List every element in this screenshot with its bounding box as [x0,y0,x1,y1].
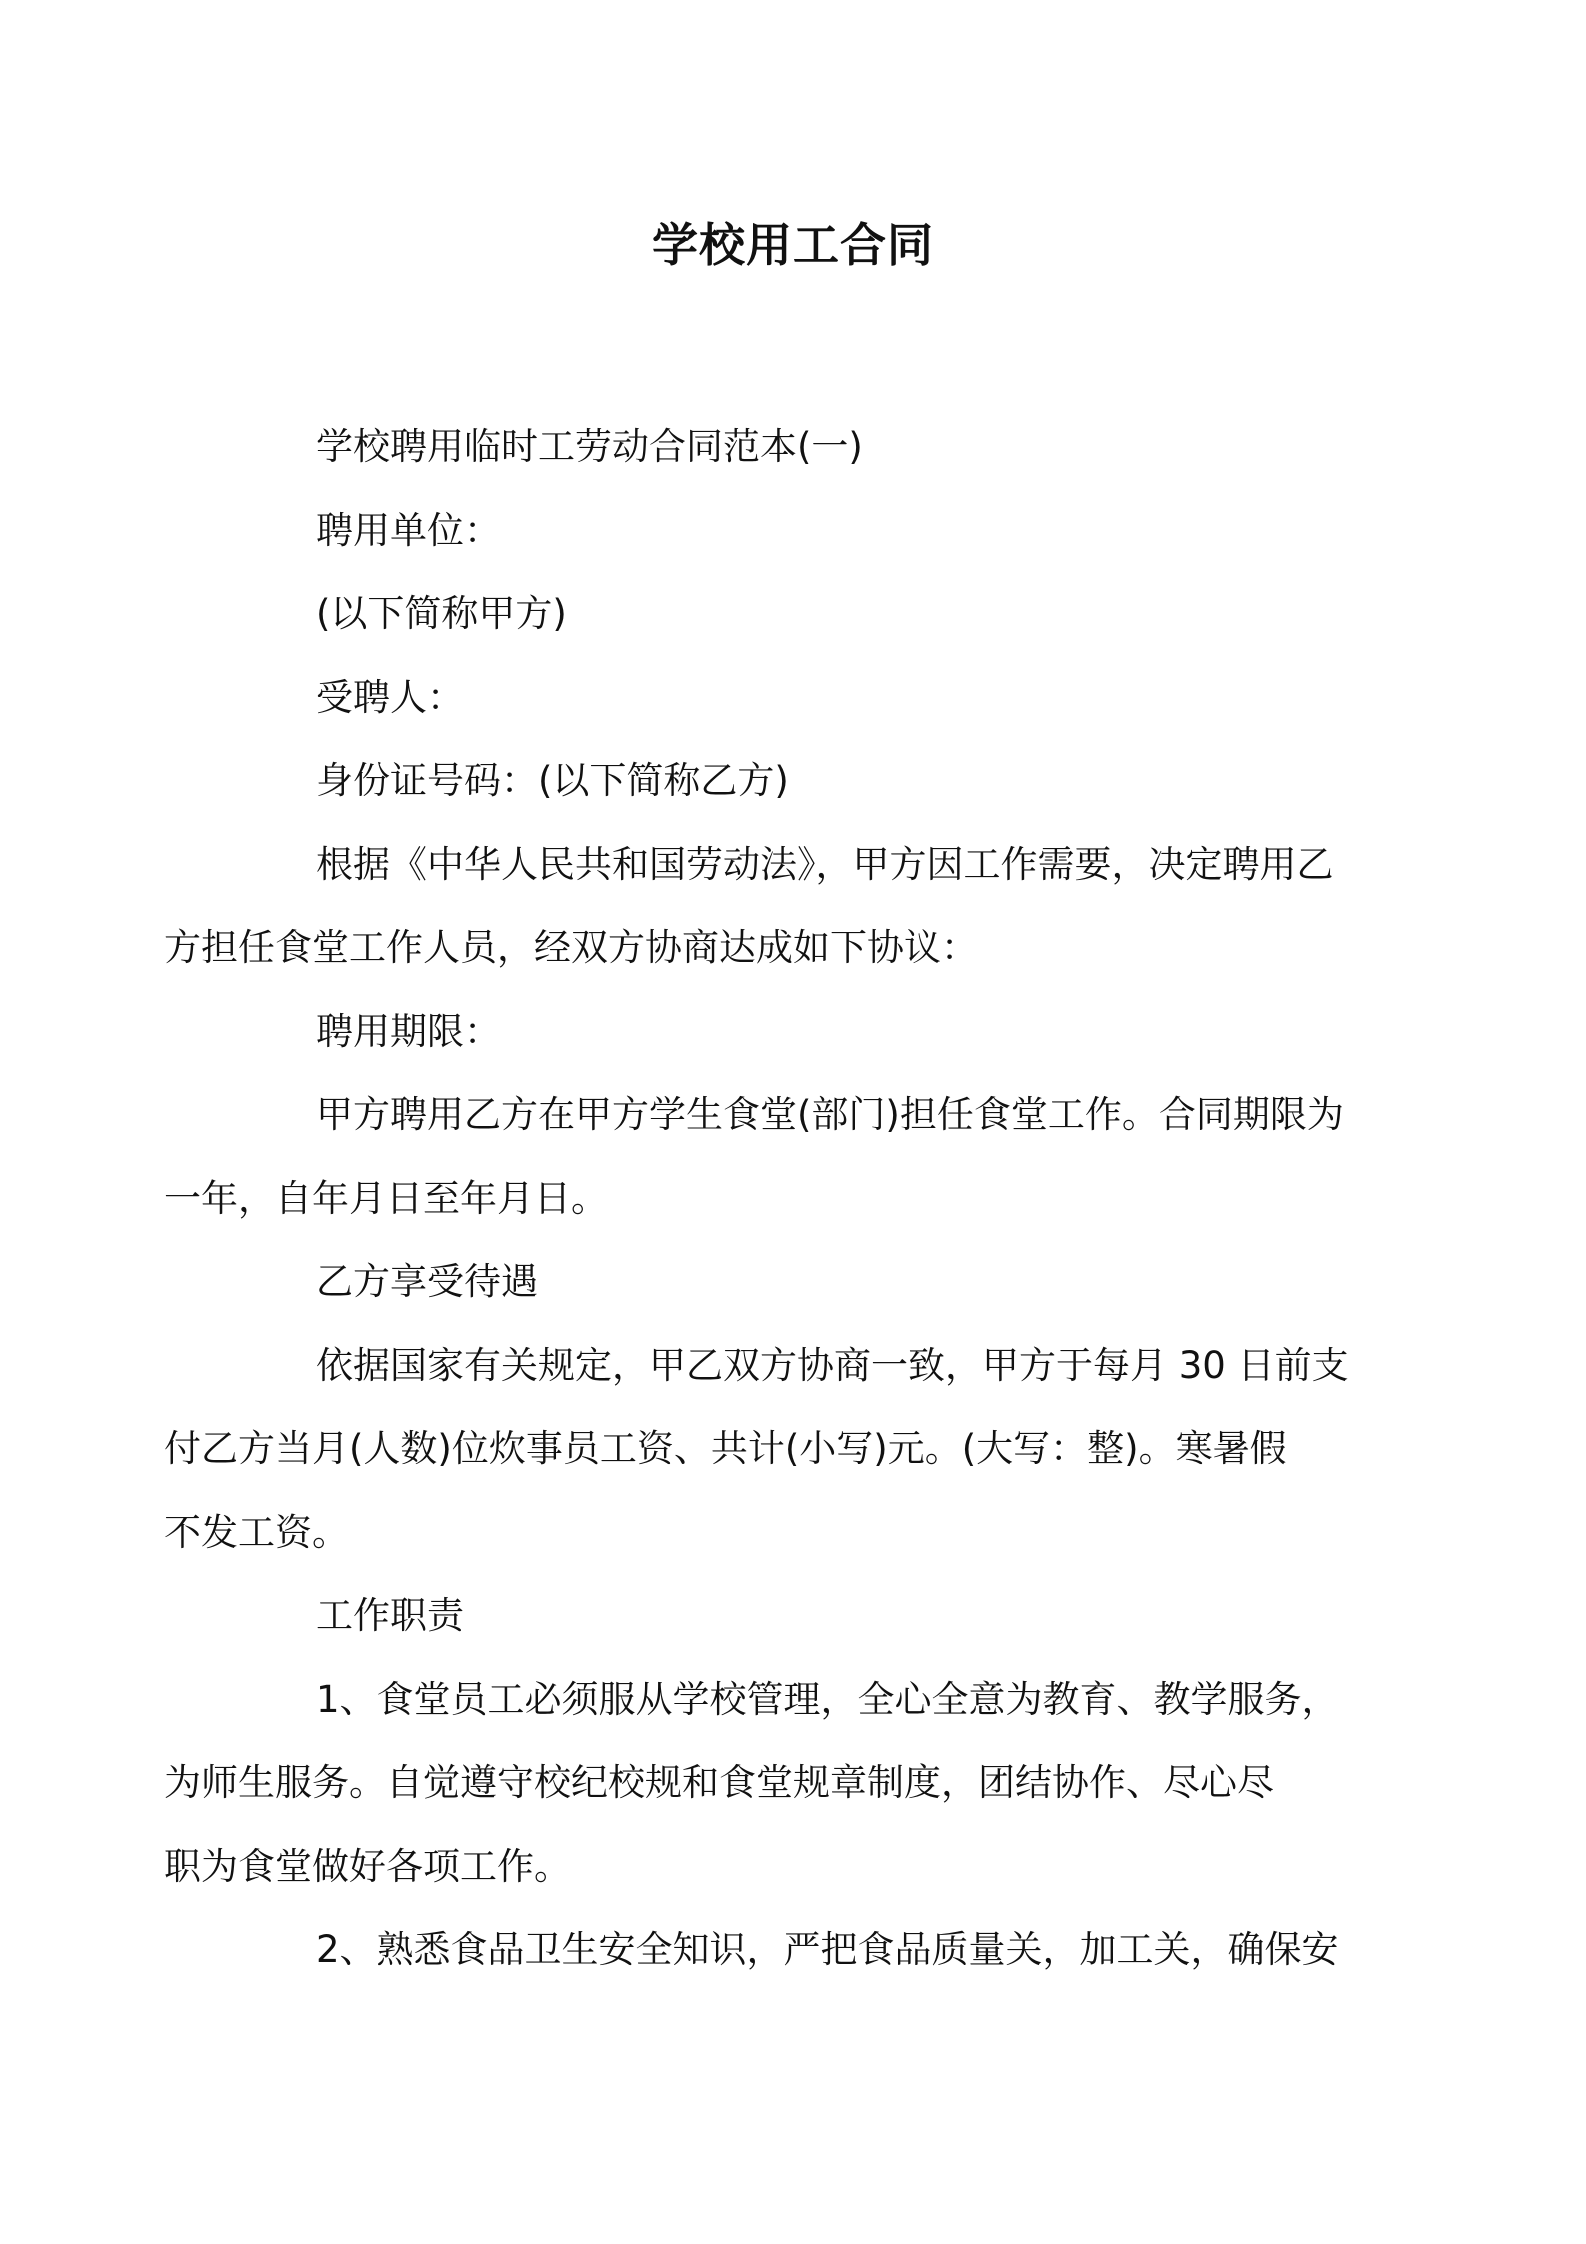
paragraph-line: 工作职责 [316,1594,464,1637]
document-body [164,405,1350,1992]
paragraph [240,656,1350,740]
paragraph [240,572,1350,656]
paragraph [164,1658,1350,1909]
paragraph-line: 职为食堂做好各项工作。 [164,1844,571,1888]
paragraph-line: 身份证号码：(以下简称乙方) [316,759,789,802]
paragraph [240,1240,1350,1324]
paragraph [164,1073,1350,1240]
paragraph [164,1324,1350,1575]
paragraph-line: 不发工资。 [164,1510,349,1554]
paragraph-line: 乙方享受待遇 [316,1260,538,1303]
paragraph-line: 一年，自年月日至年月日。 [164,1176,608,1220]
paragraph [164,823,1350,990]
paragraph [240,405,1350,489]
paragraph-line: 聘用期限： [316,1009,501,1053]
paragraph [240,739,1350,823]
paragraph [240,990,1350,1074]
document-title: 学校用工合同 [652,218,934,272]
paragraph-line: 1、食堂员工必须服从学校管理，全心全意为教育、教学服务， [316,1677,1339,1721]
paragraph-line: 聘用单位： [316,508,501,552]
paragraph-line: 学校聘用临时工劳动合同范本(一) [316,425,863,468]
paragraph [240,1908,1350,1992]
paragraph-line: 方担任食堂工作人员，经双方协商达成如下协议： [164,926,978,969]
paragraph-line: 为师生服务。自觉遵守校纪校规和食堂规章制度，团结协作、尽心尽 [164,1761,1274,1804]
paragraph-line: 依据国家有关规定，甲乙双方协商一致，甲方于每月 30 日前支 [316,1343,1349,1387]
paragraph-line: 根据《中华人民共和国劳动法》，甲方因工作需要，决定聘用乙 [316,842,1334,886]
paragraph [240,1574,1350,1658]
paragraph-line: (以下简称甲方) [316,592,567,635]
paragraph-line: 受聘人： [316,675,464,719]
paragraph [240,489,1350,573]
paragraph-line: 付乙方当月(人数)位炊事员工资、共计(小写)元。(大写：整)。寒暑假 [164,1427,1287,1470]
paragraph-line: 甲方聘用乙方在甲方学生食堂(部门)担任食堂工作。合同期限为 [316,1093,1344,1136]
paragraph-line: 2、熟悉食品卫生安全知识，严把食品质量关，加工关，确保安 [316,1928,1339,1971]
